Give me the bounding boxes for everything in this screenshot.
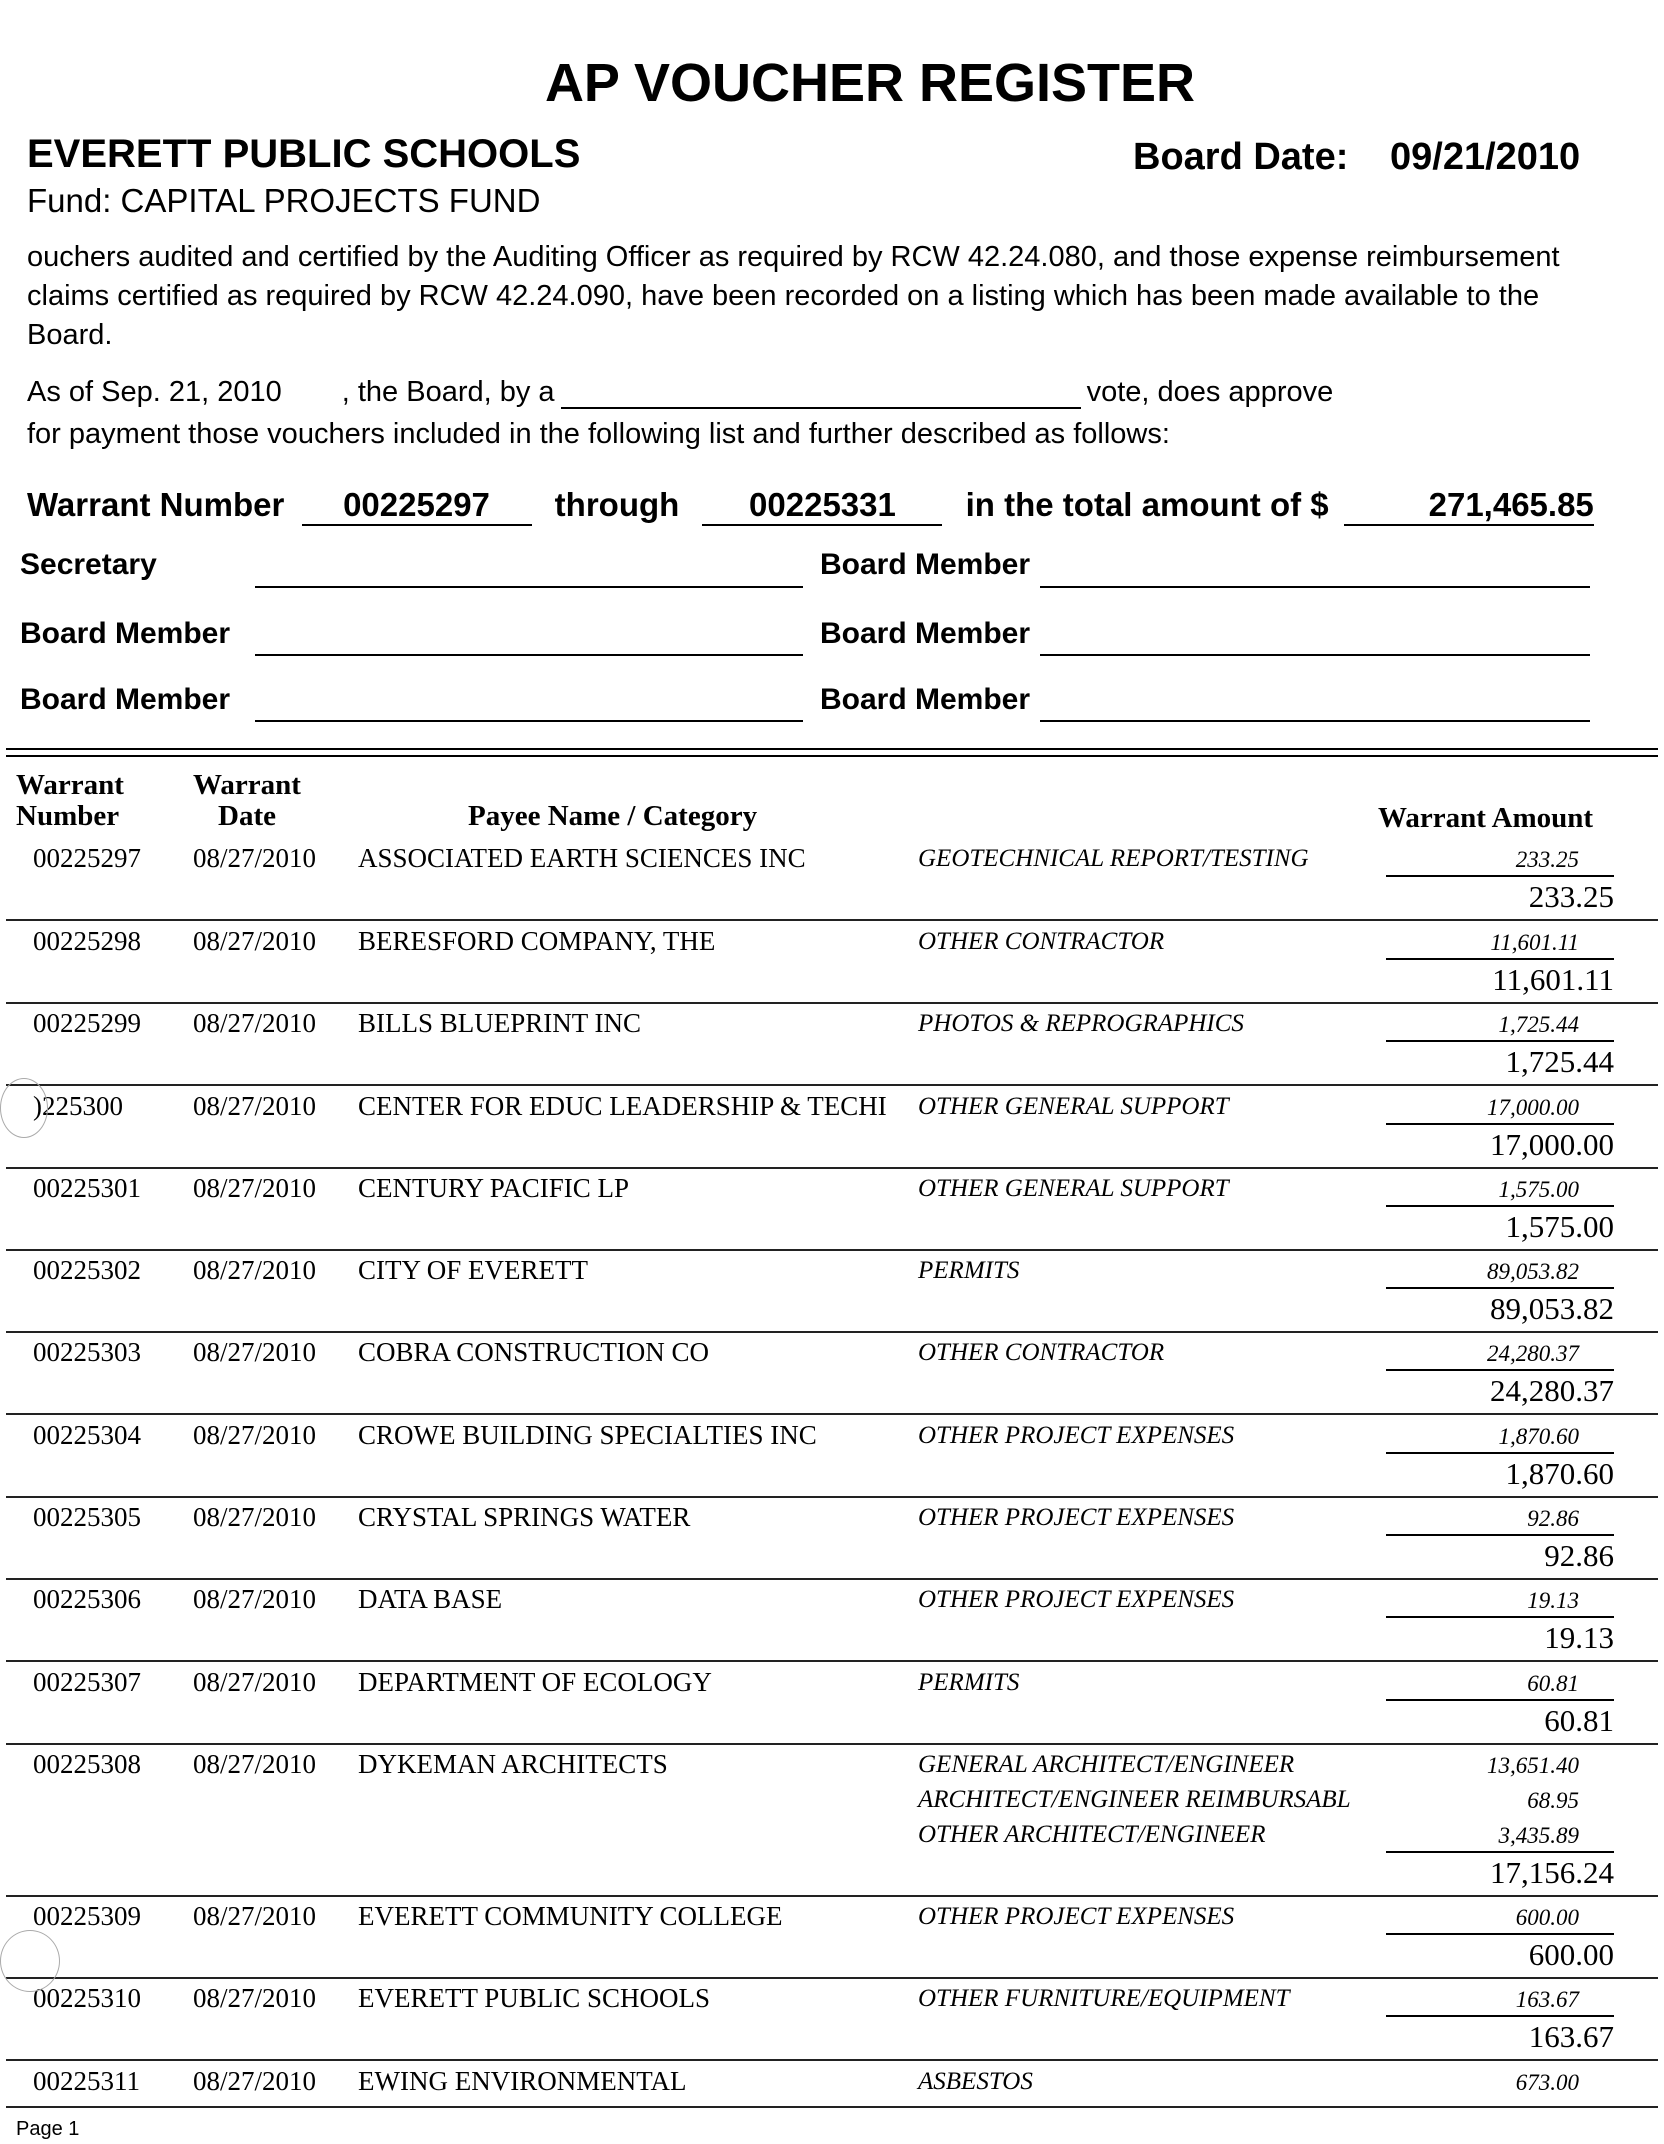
warrant-date-cell: 08/27/2010	[193, 1255, 317, 1285]
warrant-number-cell: 00225311	[33, 2066, 140, 2096]
line-amount-cell: 24,280.37	[1487, 1341, 1579, 1366]
line-amount-cell: 68.95	[1527, 1788, 1579, 1813]
warrant-date-cell: 08/27/2010	[193, 843, 317, 873]
warrant-total-cell: 1,575.00	[1505, 1209, 1614, 1244]
warrant-end: 00225331	[702, 486, 942, 526]
warrant-number-cell: 00225299	[33, 1008, 141, 1038]
warrant-number-cell: 00225303	[33, 1337, 141, 1367]
line-amount-cell: 233.25	[1515, 847, 1579, 872]
warrant-start: 00225297	[302, 486, 532, 526]
amount-underline	[1386, 1452, 1614, 1454]
row-separator	[6, 1331, 1658, 1333]
table-top-rule	[6, 755, 1658, 757]
row-separator	[6, 919, 1658, 921]
warrant-number-cell: 00225309	[33, 1901, 141, 1931]
secretary-signature-line	[255, 586, 803, 588]
board-member-label: Board Member	[820, 548, 1031, 581]
row-separator	[6, 1578, 1658, 1580]
line-amount-cell: 673.00	[1515, 2070, 1579, 2095]
warrant-date-cell: 08/27/2010	[193, 1337, 317, 1367]
warrant-number-cell: 00225310	[33, 1983, 141, 2013]
warrant-range-line	[27, 486, 1594, 526]
warrant-date-cell: 08/27/2010	[193, 926, 317, 956]
row-separator	[6, 1413, 1658, 1415]
as-of-date: As of Sep. 21, 2010	[27, 376, 282, 408]
board-member-signature-line	[1040, 720, 1590, 722]
warrant-date-cell: 08/27/2010	[193, 1420, 317, 1450]
category-cell: PHOTOS & REPROGRAPHICS	[918, 1010, 1244, 1037]
line-amount-cell: 17,000.00	[1487, 1095, 1579, 1120]
warrant-number-cell: 00225307	[33, 1667, 141, 1697]
payee-name-cell: CENTER FOR EDUC LEADERSHIP & TECHI	[358, 1091, 887, 1121]
intro-paragraph: ouchers audited and certified by the Auditing Officer as required by RCW 42.24.080, and those expense reimbursement claims certified as required by RCW 42.24.090, have been recorded on a listing which has been made available to the Board.	[27, 241, 1560, 351]
category-cell: PERMITS	[918, 1257, 1020, 1284]
payee-name-cell: BERESFORD COMPANY, THE	[358, 926, 716, 956]
category-cell: OTHER PROJECT EXPENSES	[918, 1903, 1235, 1930]
warrant-date-cell: 08/27/2010	[193, 2066, 317, 2096]
warrant-date-cell: 08/27/2010	[193, 1667, 317, 1697]
payee-name-cell: ASSOCIATED EARTH SCIENCES INC	[358, 843, 806, 873]
page-title: AP VOUCHER REGISTER	[544, 53, 1196, 113]
header-payee: Payee Name / Category	[468, 800, 758, 832]
warrant-total-cell: 92.86	[1544, 1538, 1614, 1573]
category-cell: OTHER FURNITURE/EQUIPMENT	[918, 1985, 1290, 2012]
amount-underline	[1386, 1933, 1614, 1935]
warrant-total-cell: 233.25	[1528, 879, 1614, 914]
payee-name-cell: CRYSTAL SPRINGS WATER	[358, 1502, 691, 1532]
amount-underline	[1386, 1287, 1614, 1289]
category-cell: OTHER ARCHITECT/ENGINEER	[918, 1821, 1266, 1848]
board-member-label: Board Member	[20, 683, 231, 716]
warrant-number-cell: 00225298	[33, 926, 141, 956]
payment-line: for payment those vouchers included in the following list and further described as follows:	[27, 418, 1170, 450]
warrant-number-cell: 00225308	[33, 1749, 141, 1779]
row-separator	[6, 1249, 1658, 1251]
as-of-middle: , the Board, by a	[341, 376, 555, 408]
warrant-date-cell: 08/27/2010	[193, 1901, 317, 1931]
vote-blank-line	[561, 377, 1081, 409]
amount-underline	[1386, 1534, 1614, 1536]
warrant-total-cell: 163.67	[1528, 2019, 1614, 2054]
payee-name-cell: EVERETT COMMUNITY COLLEGE	[358, 1901, 783, 1931]
board-member-label: Board Member	[20, 617, 231, 650]
amount-underline	[1386, 1369, 1614, 1371]
warrant-date-cell: 08/27/2010	[193, 1091, 317, 1121]
warrant-date-cell: 08/27/2010	[193, 1173, 317, 1203]
warrant-date-cell: 08/27/2010	[193, 1502, 317, 1532]
secretary-label: Secretary	[20, 548, 157, 581]
warrant-total-cell: 11,601.11	[1492, 962, 1614, 997]
payee-name-cell: CROWE BUILDING SPECIALTIES INC	[358, 1420, 817, 1450]
category-cell: OTHER PROJECT EXPENSES	[918, 1422, 1235, 1449]
payee-name-cell: DEPARTMENT OF ECOLOGY	[358, 1667, 712, 1697]
board-date-label: Board Date:	[1133, 136, 1349, 178]
table-top-rule	[6, 748, 1658, 750]
warrant-number-label: Warrant Number	[27, 486, 285, 523]
line-amount-cell: 1,870.60	[1498, 1424, 1579, 1449]
category-cell: ARCHITECT/ENGINEER REIMBURSABL	[918, 1786, 1351, 1813]
fund-label: Fund: CAPITAL PROJECTS FUND	[27, 182, 541, 219]
warrant-number-cell: 00225302	[33, 1255, 141, 1285]
amount-underline	[1386, 875, 1614, 877]
warrant-total-cell: 600.00	[1528, 1937, 1614, 1972]
line-amount-cell: 11,601.11	[1490, 930, 1579, 955]
board-member-signature-line	[255, 720, 803, 722]
payee-name-cell: EWING ENVIRONMENTAL	[358, 2066, 687, 2096]
warrant-total-cell: 19.13	[1544, 1620, 1614, 1655]
warrant-total-cell: 1,725.44	[1505, 1044, 1614, 1079]
warrant-total-cell: 24,280.37	[1490, 1373, 1614, 1408]
warrant-total-cell: 60.81	[1544, 1703, 1614, 1738]
header-warrant-number: Warrant Number	[16, 769, 124, 832]
total-amount-label: in the total amount of $	[965, 486, 1329, 523]
row-separator	[6, 2106, 1658, 2108]
line-amount-cell: 60.81	[1527, 1671, 1579, 1696]
through-label: through	[554, 486, 680, 523]
category-cell: OTHER PROJECT EXPENSES	[918, 1504, 1235, 1531]
category-cell: GENERAL ARCHITECT/ENGINEER	[918, 1751, 1295, 1778]
as-of-suffix: vote, does approve	[1086, 376, 1334, 408]
board-member-label: Board Member	[820, 617, 1031, 650]
district-name: EVERETT PUBLIC SCHOOLS	[27, 132, 581, 176]
warrant-number-cell: )225300	[33, 1091, 123, 1121]
row-separator	[6, 1496, 1658, 1498]
board-member-signature-line	[1040, 586, 1590, 588]
amount-underline	[1386, 1123, 1614, 1125]
warrant-number-cell: 00225306	[33, 1584, 141, 1614]
amount-underline	[1386, 2015, 1614, 2017]
amount-underline	[1386, 1205, 1614, 1207]
line-amount-cell: 89,053.82	[1487, 1259, 1579, 1284]
line-amount-cell: 1,575.00	[1498, 1177, 1579, 1202]
payee-name-cell: COBRA CONSTRUCTION CO	[358, 1337, 710, 1367]
row-separator	[6, 1002, 1658, 1004]
line-amount-cell: 13,651.40	[1487, 1753, 1579, 1778]
payee-name-cell: EVERETT PUBLIC SCHOOLS	[358, 1983, 711, 2013]
warrant-total-cell: 17,000.00	[1490, 1127, 1614, 1162]
payee-name-cell: DATA BASE	[358, 1584, 503, 1614]
category-cell: OTHER CONTRACTOR	[918, 928, 1165, 955]
line-amount-cell: 600.00	[1515, 1905, 1579, 1930]
warrant-number-cell: 00225301	[33, 1173, 141, 1203]
row-separator	[6, 1167, 1658, 1169]
approval-line	[27, 376, 1333, 409]
board-member-signature-line	[1040, 654, 1590, 656]
category-cell: OTHER GENERAL SUPPORT	[918, 1175, 1229, 1202]
amount-underline	[1386, 1699, 1614, 1701]
line-amount-cell: 1,725.44	[1498, 1012, 1579, 1037]
row-separator	[6, 1743, 1658, 1745]
line-amount-cell: 92.86	[1527, 1506, 1579, 1531]
scan-hole-mark	[0, 1930, 60, 1992]
row-separator	[6, 1895, 1658, 1897]
total-amount: 271,465.85	[1344, 486, 1594, 526]
amount-underline	[1386, 958, 1614, 960]
warrant-date-cell: 08/27/2010	[193, 1008, 317, 1038]
page-number: Page 1	[16, 2118, 80, 2140]
category-cell: OTHER PROJECT EXPENSES	[918, 1586, 1235, 1613]
board-member-signature-line	[255, 654, 803, 656]
amount-underline	[1386, 1040, 1614, 1042]
header-warrant-amount: Warrant Amount	[1378, 802, 1594, 834]
row-separator	[6, 1084, 1658, 1086]
board-member-label: Board Member	[820, 683, 1031, 716]
payee-name-cell: BILLS BLUEPRINT INC	[358, 1008, 642, 1038]
line-amount-cell: 3,435.89	[1498, 1823, 1579, 1848]
row-separator	[6, 2059, 1658, 2061]
amount-underline	[1386, 1616, 1614, 1618]
category-cell: OTHER CONTRACTOR	[918, 1339, 1165, 1366]
warrant-total-cell: 89,053.82	[1490, 1291, 1614, 1326]
row-separator	[6, 1660, 1658, 1662]
warrant-number-cell: 00225304	[33, 1420, 141, 1450]
row-separator	[6, 1977, 1658, 1979]
warrant-date-cell: 08/27/2010	[193, 1584, 317, 1614]
warrant-number-cell: 00225305	[33, 1502, 141, 1532]
payee-name-cell: CITY OF EVERETT	[358, 1255, 588, 1285]
warrant-total-cell: 17,156.24	[1490, 1855, 1614, 1890]
scan-hole-mark	[0, 1078, 48, 1138]
payee-name-cell: CENTURY PACIFIC LP	[358, 1173, 630, 1203]
warrant-date-cell: 08/27/2010	[193, 1983, 317, 2013]
warrant-number-cell: 00225297	[33, 843, 141, 873]
amount-underline	[1386, 1851, 1614, 1853]
warrant-date-cell: 08/27/2010	[193, 1749, 317, 1779]
category-cell: PERMITS	[918, 1669, 1020, 1696]
header-warrant-date: Warrant Date	[193, 769, 301, 832]
category-cell: GEOTECHNICAL REPORT/TESTING	[918, 845, 1309, 872]
line-amount-cell: 163.67	[1515, 1987, 1579, 2012]
line-amount-cell: 19.13	[1527, 1588, 1579, 1613]
payee-name-cell: DYKEMAN ARCHITECTS	[358, 1749, 668, 1779]
category-cell: ASBESTOS	[918, 2068, 1033, 2095]
board-date-value: 09/21/2010	[1390, 136, 1581, 178]
category-cell: OTHER GENERAL SUPPORT	[918, 1093, 1229, 1120]
warrant-total-cell: 1,870.60	[1505, 1456, 1614, 1491]
